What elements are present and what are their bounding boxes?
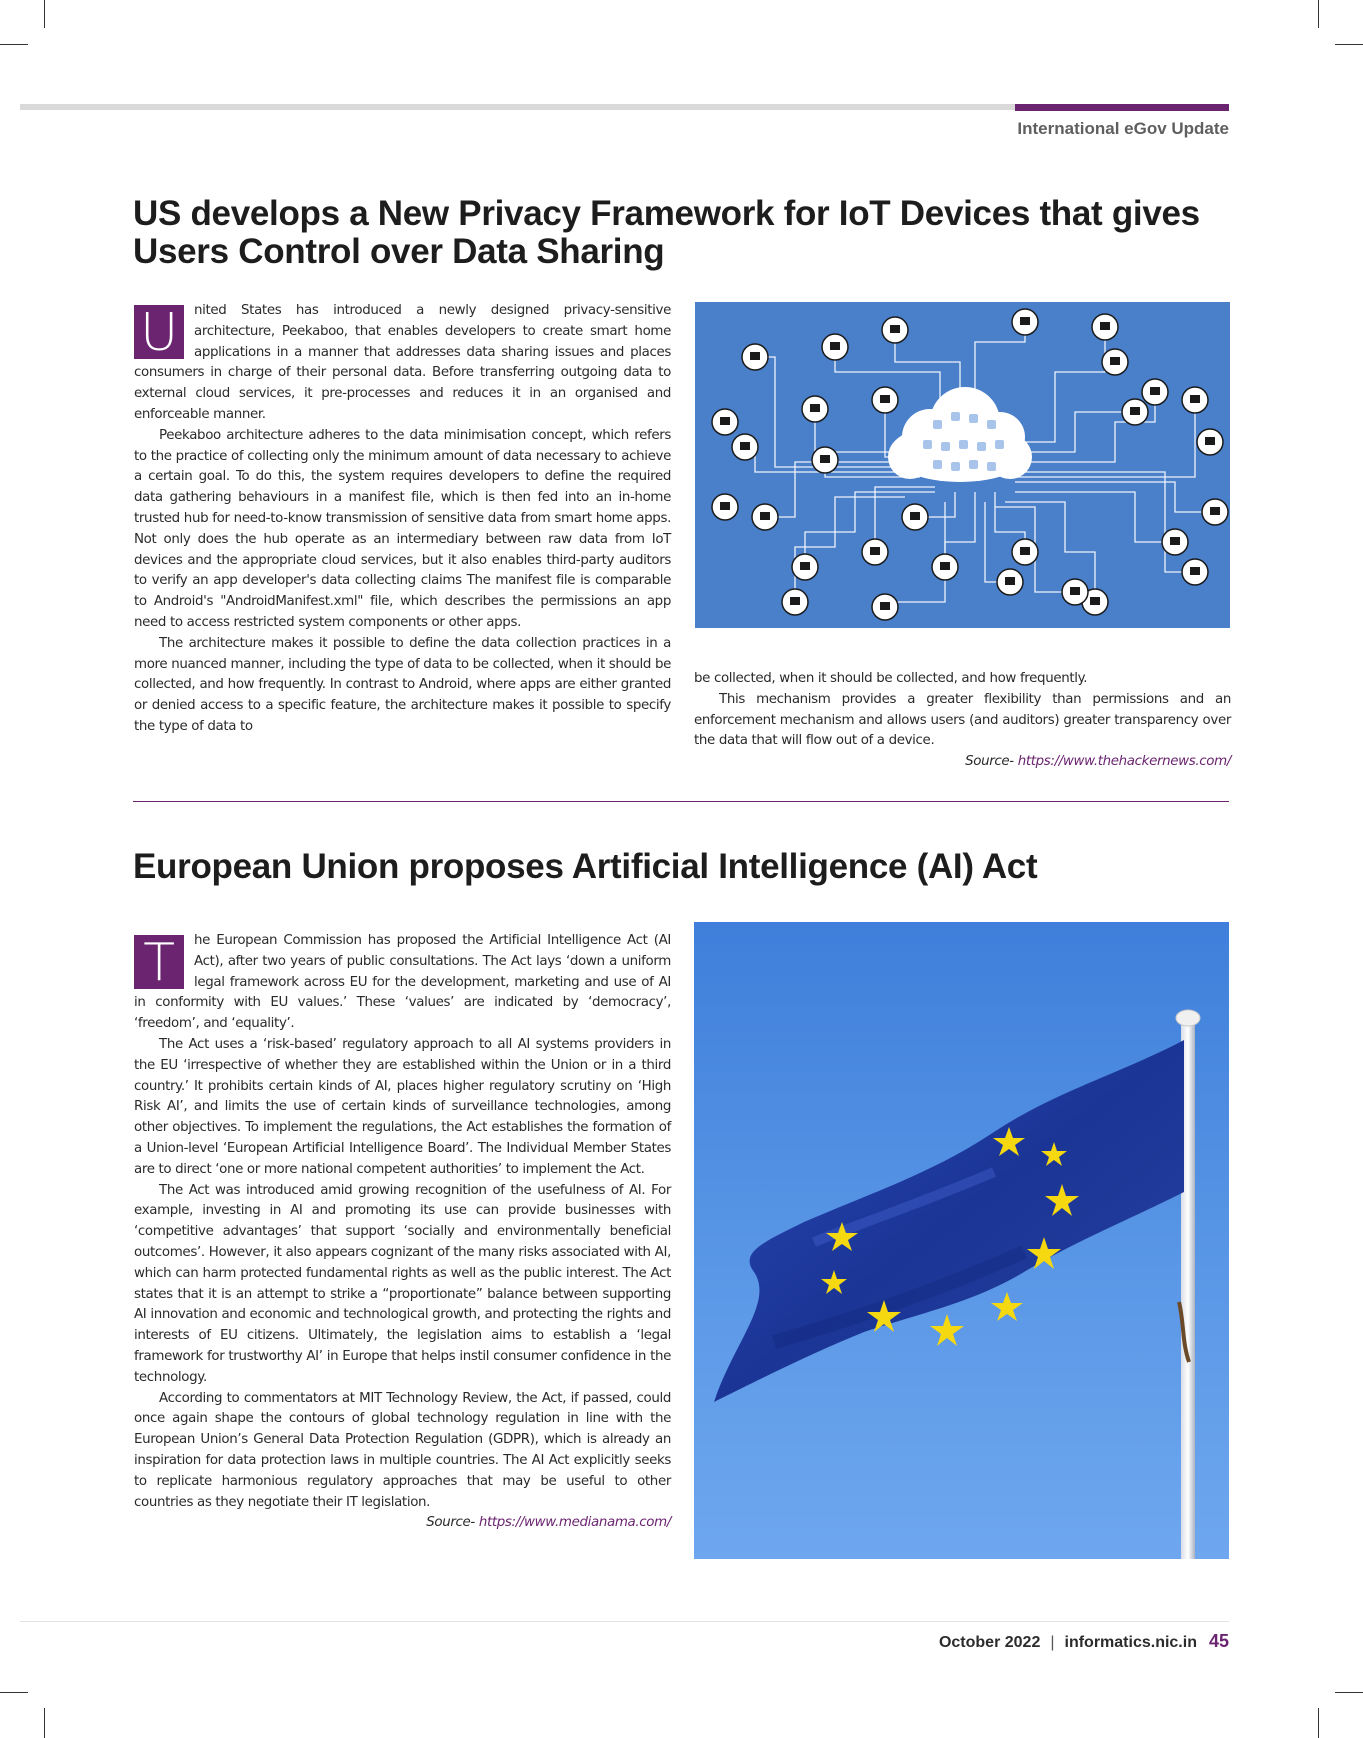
article2-left-column	[134, 931, 671, 1534]
article1-source	[694, 752, 1231, 773]
footer-rule	[20, 1621, 1229, 1622]
crop-mark	[0, 1692, 28, 1693]
section-label: International eGov Update	[1017, 119, 1229, 138]
header-accent-rule	[1015, 104, 1229, 111]
article1-title-line1: US develops a New Privacy Framework for IoT Devices that gives	[133, 194, 1200, 233]
crop-mark	[0, 44, 28, 45]
footer-separator: |	[1050, 1634, 1055, 1651]
article2-paragraph-4: According to commentators at MIT Technology Review, the Act, if passed, could once again shape the contours of global technology regulation in line with the European Union’s General Data Protection Regulation (GDPR), which is already an inspiration for data protection laws in multiple countries. The AI Act explicitly seeks to replicate harmonious regulatory approaches that may be useful to other countries as they negotiate their IT legislation.	[134, 1390, 671, 1510]
iot-network-image	[695, 302, 1230, 628]
source-label: Source-	[965, 754, 1014, 770]
article2-paragraph-2: The Act uses a ‘risk-based’ regulatory approach to all AI systems providers in the EU ‘irrespective of whether they are established within the Union or in a third country.’ It prohibits certain kinds of AI, places higher regulatory scrutiny on ‘High Risk AI’, and limits the use of certain kinds of surveillance technologies, among other objectives. To implement the regulations, the Act establishes the formation of a Union-level ‘European Artificial Intelligence Board’. The Individual Member States are to direct ‘one or more national competent authorities’ to implement the Act.	[134, 1036, 671, 1177]
crop-mark	[1318, 1708, 1319, 1738]
eu-flag-illustration	[694, 922, 1229, 1559]
article-divider	[133, 801, 1229, 802]
article2-source	[134, 1513, 671, 1534]
source-link[interactable]: https://www.thehackernews.com/	[1017, 754, 1231, 770]
article1-right-column	[694, 669, 1231, 773]
crop-mark	[1335, 1692, 1363, 1693]
crop-mark	[1318, 0, 1319, 28]
crop-mark	[44, 0, 45, 28]
source-label: Source-	[426, 1515, 475, 1531]
article1-paragraph-3-continued: be collected, when it should be collected, and how frequently.	[694, 671, 1088, 686]
article1-left-column	[134, 301, 671, 738]
dropcap: T	[134, 935, 184, 989]
article1-paragraph-3: The architecture makes it possible to define the data collection practices in a more nuanced manner, including the type of data to be collected, when it should be collected, and how frequently. In contrast to Android, where apps are either granted or denied access to a specific feature, the architecture makes it possible to specify the type of data to	[134, 635, 671, 734]
article1-paragraph-2: Peekaboo architecture adheres to the data minimisation concept, which refers to the practice of collecting only the minimum amount of data necessary to achieve a certain goal. To do this, the system requires developers to define the required data gathering behaviours in a manifest file, which is then fed into an in-home trusted hub for need-to-know transmission of sensitive data from smart home apps. Not only does the hub operate as an intermediary between raw data from IoT devices and the appropriate cloud services, but it also enables third-party auditors to verify an app developer's data collecting claims The manifest file is comparable to Android's "AndroidManifest.xml" file, which describes the permissions an app need to access restricted system components or other apps.	[134, 427, 671, 630]
page-number: 45	[1208, 1631, 1229, 1651]
article2-paragraph-1: he European Commission has proposed the Artificial Intelligence Act (AI Act), after two years of public consultations. The Act lays ‘down a uniform legal framework across EU for the development, marketing and use of AI in conformity with EU values.’ These ‘values’ are indicated by ‘democracy’, ‘freedom’, and ‘equality’.	[134, 933, 671, 1032]
issue-date: October 2022	[938, 1634, 1041, 1651]
header-rule	[20, 104, 1015, 110]
dropcap: U	[134, 305, 184, 359]
iot-network-illustration	[695, 302, 1230, 628]
page-footer	[939, 1631, 1229, 1652]
article1-paragraph-4: This mechanism provides a greater flexibility than permissions and an enforcement mechanism and allows users (and auditors) greater transparency over the data that will flow out of a device.	[694, 691, 1231, 749]
article1-paragraph-1: nited States has introduced a newly designed privacy-sensitive architecture, Peekaboo, that enables developers to create smart home applications in a manner that addresses data sharing issues and places consumers in charge of their personal data. Before transferring outgoing data to external cloud services, it pre-processes and reduces it in an organised and enforceable manner.	[134, 303, 671, 422]
eu-flag-image	[694, 922, 1229, 1559]
article1-title	[133, 195, 1200, 271]
article1-title-line2: Users Control over Data Sharing	[133, 232, 665, 271]
article2-title: European Union proposes Artificial Intelligence (AI) Act	[133, 847, 1038, 886]
article2-paragraph-3: The Act was introduced amid growing recognition of the usefulness of AI. For example, investing in AI and promoting its use can provide businesses with ‘competitive advantages’ that support ‘socially and environmentally beneficial outcomes’. However, it also appears cognizant of the many risks associated with AI, which can harm protected fundamental rights as well as the public interest. The Act states that it is an attempt to strike a “proportionate” balance between supporting AI innovation and economic and technological growth, and protecting the rights and interests of EU citizens. Ultimately, the legislation aims to establish a ‘legal framework for trustworthy AI’ in Europe that helps instil consumer confidence in the technology.	[134, 1182, 671, 1385]
source-link[interactable]: https://www.medianama.com/	[478, 1515, 671, 1531]
crop-mark	[1335, 44, 1363, 45]
site-name: informatics.nic.in	[1064, 1634, 1197, 1651]
crop-mark	[44, 1708, 45, 1738]
